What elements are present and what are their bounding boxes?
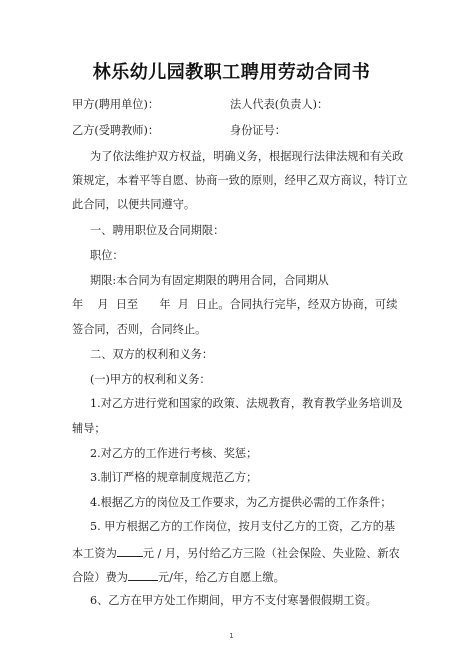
- term-line-3: 签合同，否则，合同终止。: [72, 323, 207, 336]
- party-b-label: 乙方(受聘教师)：: [72, 124, 160, 137]
- section-1-title: 一、聘用职位及合同期限：: [90, 224, 225, 237]
- item-5-line-3-lead: 合险）费为: [72, 571, 128, 584]
- section-2-title: 二、双方的权利和义务：: [90, 348, 214, 361]
- item-6: 6、乙方在甲方处工作期间，甲方不支付寒暑假假期工资。: [90, 594, 377, 607]
- item-2: 2.对乙方的工作进行考核、奖惩；: [90, 447, 258, 460]
- item-5-line-3-tail: 元/年，给乙方自愿上缴。: [157, 571, 285, 584]
- intro-line-2: 策规定，本着平等自愿、协商一致的原则，经甲乙双方商议，特订立: [72, 174, 408, 187]
- party-a-label: 甲方(聘用单位)：: [72, 98, 160, 111]
- term-line-2: 年 月 日至 年 月 日止。合同执行完毕，经双方协商，可续: [72, 298, 398, 311]
- page-number: 1: [229, 632, 234, 640]
- item-3: 3.制订严格的规章制度规范乙方；: [90, 471, 258, 484]
- term-line-1: 期限:本合同为有固定期限的聘用合同，合同期从: [90, 274, 329, 287]
- item-4: 4.根据乙方的岗位及工作要求，为乙方提供必需的工作条件；: [90, 496, 392, 509]
- item-5-line-2-tail: 元 / 月，另付给乙方三险（社会保险、失业险、新农: [142, 547, 400, 560]
- id-number-label: 身份证号：: [230, 124, 286, 137]
- salary-blank: [117, 545, 143, 557]
- intro-line-1: 为了依法维护双方权益，明确义务，根据现行法律法规和有关政: [90, 150, 404, 163]
- item-1-line-1: 1.对乙方进行党和国家的政策、法规教育，教育教学业务培训及: [90, 397, 403, 410]
- insurance-blank: [128, 569, 158, 581]
- item-5-line-1: 5. 甲方根据乙方的工作岗位，按月支付乙方的工资，乙方的基: [90, 520, 396, 533]
- position-label: 职位：: [90, 249, 124, 262]
- intro-line-3: 此合同，以便共同遵守。: [72, 198, 196, 211]
- legal-rep-label: 法人代表(负责人)：: [230, 98, 329, 111]
- item-5-line-2: [72, 545, 400, 561]
- document-title: 林乐幼儿园教职工聘用劳动合同书: [92, 62, 371, 83]
- item-5-line-3: [72, 569, 285, 585]
- subsection-1-title: (一)甲方的权利和义务：: [90, 373, 211, 386]
- item-5-line-2-lead: 本工资为: [72, 547, 117, 560]
- item-1-line-2: 辅导；: [72, 422, 106, 435]
